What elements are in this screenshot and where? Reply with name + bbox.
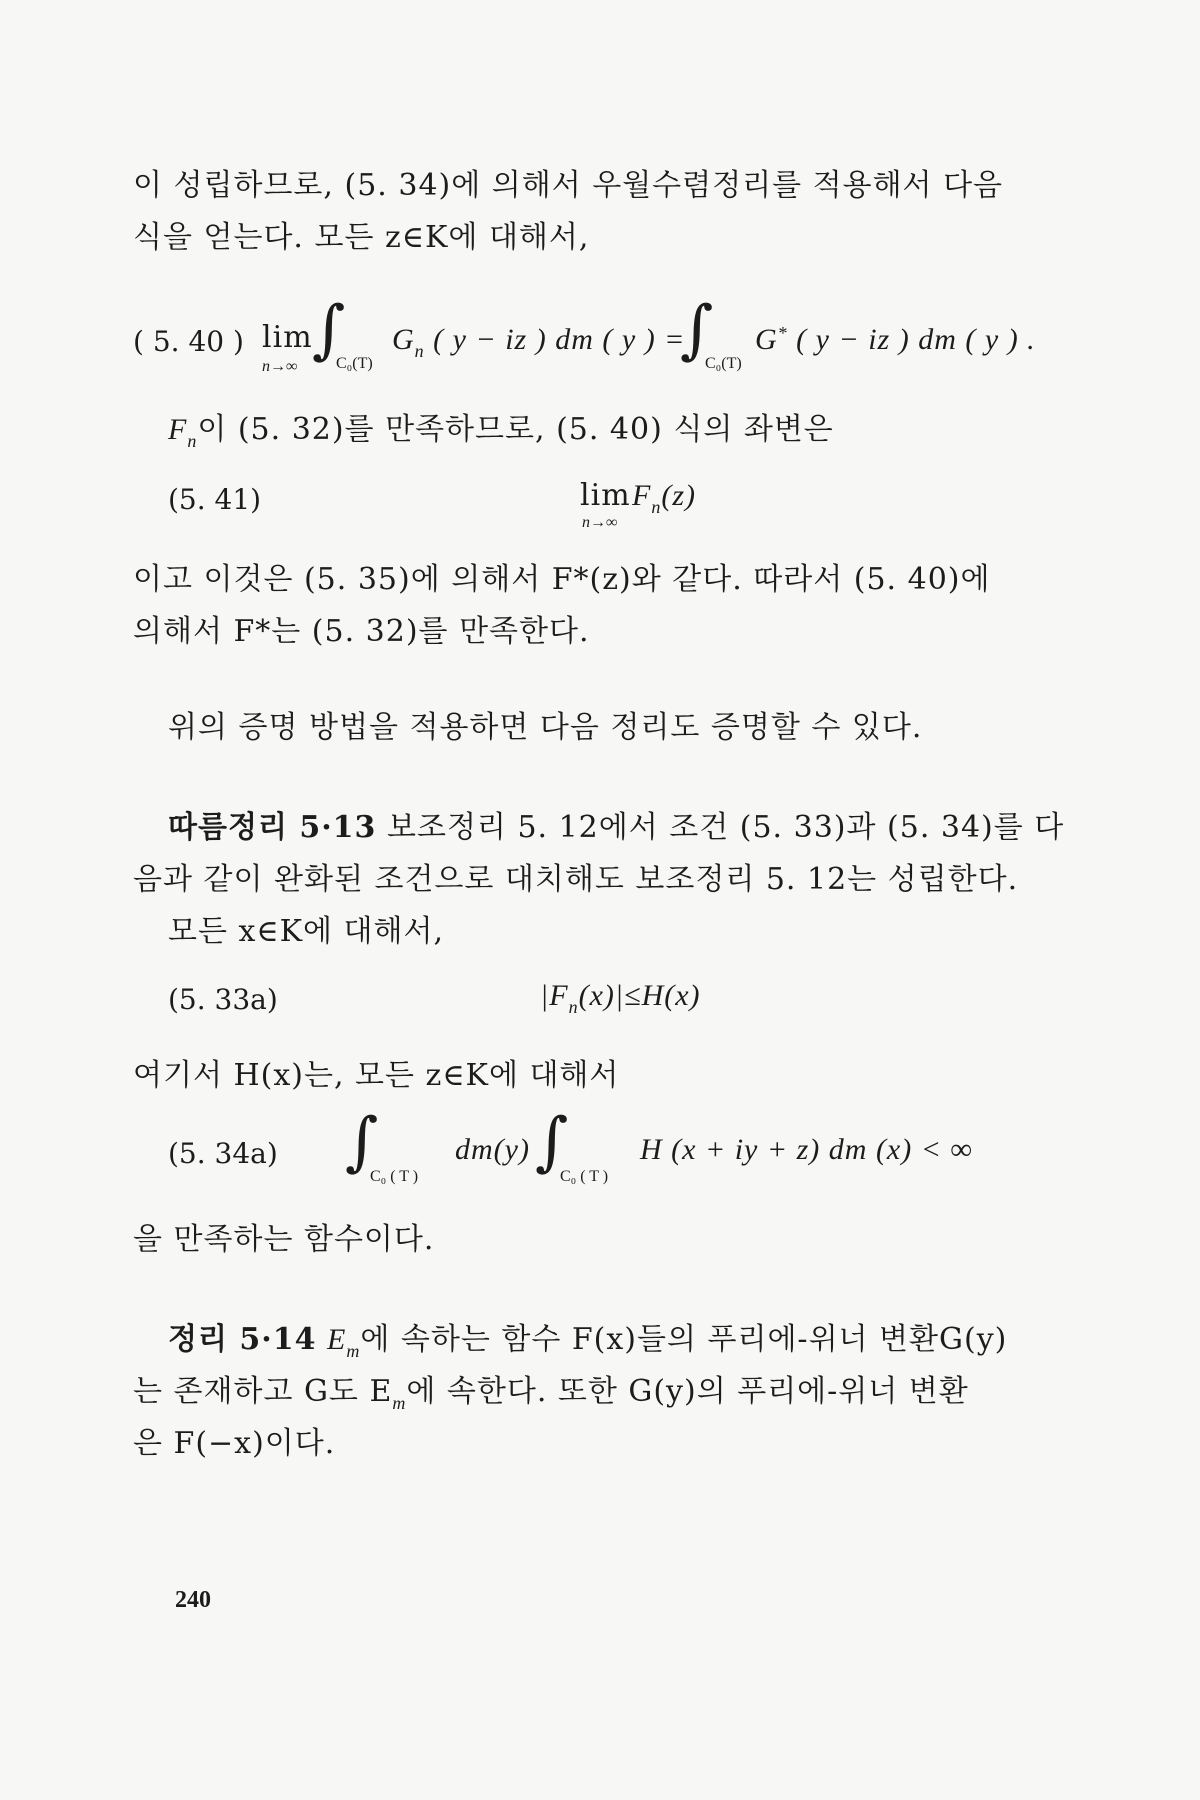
rhs-function: G: [755, 323, 778, 356]
theorem-5-14-line-2: [133, 1372, 969, 1415]
corollary-5-13-line-1: [168, 808, 1064, 848]
equation-5-40-lim-subscript: n→∞: [262, 358, 298, 375]
integral-4-domain: C₀ ( T ): [560, 1168, 609, 1185]
lhs-argument: ( y − iz ) dm ( y ) =: [433, 323, 686, 356]
integral-3-domain: C₀ ( T ): [370, 1168, 419, 1185]
equation-5-34a-label: (5. 34a): [168, 1137, 278, 1170]
E-subscript: m: [346, 1341, 361, 1361]
equation-5-41-lim: lim: [580, 478, 631, 513]
equation-5-34a-mid: dm(y): [455, 1133, 530, 1166]
equation-5-41-lim-subscript: n→∞: [582, 514, 618, 531]
theorem-line-2b: 에 속한다. 또한 G(y)의 푸리에-위너 변환: [406, 1374, 969, 1409]
corollary-line-1-text: 보조정리 5. 12에서 조건 (5. 33)과 (5. 34)를 다: [386, 810, 1065, 845]
paragraph-1-line-1: 이 성립하므로, (5. 34)에 의해서 우월수렴정리를 적용해서 다음: [133, 168, 1004, 203]
equation-5-40-label: ( 5. 40 ): [133, 325, 244, 358]
paragraph-2: [168, 410, 834, 453]
paragraph-2-text: 이 (5. 32)를 만족하므로, (5. 40) 식의 좌변은: [197, 412, 834, 447]
F-argument-541: (z): [661, 479, 696, 512]
E-subscript-2: m: [392, 1393, 407, 1413]
paragraph-5: 여기서 H(x)는, 모든 z∈K에 대해서: [133, 1058, 620, 1093]
abs-F-rest: (x)|≤H(x): [578, 979, 701, 1012]
equation-5-41-label: (5. 41): [168, 483, 262, 516]
rhs-argument: ( y − iz ) dm ( y ) .: [796, 323, 1036, 356]
integral-2-domain: C₀(T): [705, 355, 742, 372]
integral-sign-1: ∫: [312, 293, 346, 367]
integral-sign-2: ∫: [680, 293, 714, 367]
paragraph-3-line-1: 이고 이것은 (5. 35)에 의해서 F*(z)와 같다. 따라서 (5. 40)에: [133, 562, 991, 597]
corollary-title: 따름정리 5·13: [168, 810, 377, 845]
corollary-5-13-line-2: 음과 같이 완화된 조건으로 대치해도 보조정리 5. 12는 성립한다.: [133, 862, 1019, 897]
equation-5-33a-body: [540, 976, 701, 1019]
paragraph-1-line-2: 식을 얻는다. 모든 z∈K에 대해서,: [133, 220, 590, 255]
F-subscript-541: n: [651, 497, 662, 517]
integral-sign-4: ∫: [535, 1105, 569, 1179]
page-number: 240: [175, 1587, 211, 1613]
theorem-5-14-line-1: [168, 1320, 1007, 1363]
theorem-line-1-text: 에 속하는 함수 F(x)들의 푸리에-위너 변환G(y): [360, 1322, 1008, 1357]
F-symbol: F: [168, 413, 188, 446]
F-subscript: n: [187, 431, 198, 451]
paragraph-4: 위의 증명 방법을 적용하면 다음 정리도 증명할 수 있다.: [168, 710, 923, 745]
equation-5-33a-label: (5. 33a): [168, 983, 278, 1016]
abs-F-subscript: n: [568, 997, 579, 1017]
rhs-star: *: [777, 323, 788, 343]
equation-5-40-rhs: [755, 320, 1036, 363]
paragraph-6: 을 만족하는 함수이다.: [133, 1222, 435, 1257]
theorem-title: 정리 5·14: [168, 1322, 317, 1357]
paragraph-3-line-2: 의해서 F*는 (5. 32)를 만족한다.: [133, 614, 590, 649]
abs-F: |F: [540, 979, 569, 1012]
equation-5-40-lim: lim: [262, 320, 313, 355]
equation-5-34a-rest: H (x + iy + z) dm (x) < ∞: [640, 1133, 973, 1166]
F-symbol-541: F: [632, 479, 652, 512]
lhs-subscript: n: [414, 341, 425, 361]
lhs-function: G: [392, 323, 415, 356]
integral-1-domain: C₀(T): [336, 355, 373, 372]
corollary-5-13-line-3: 모든 x∈K에 대해서,: [168, 914, 445, 949]
theorem-line-2a: 는 존재하고 G도 E: [133, 1374, 393, 1409]
equation-5-41-body: [632, 476, 696, 519]
E-symbol: E: [327, 1323, 347, 1356]
theorem-5-14-line-3: 은 F(−x)이다.: [133, 1426, 336, 1461]
equation-5-40-lhs: [392, 320, 685, 363]
integral-sign-3: ∫: [345, 1105, 379, 1179]
